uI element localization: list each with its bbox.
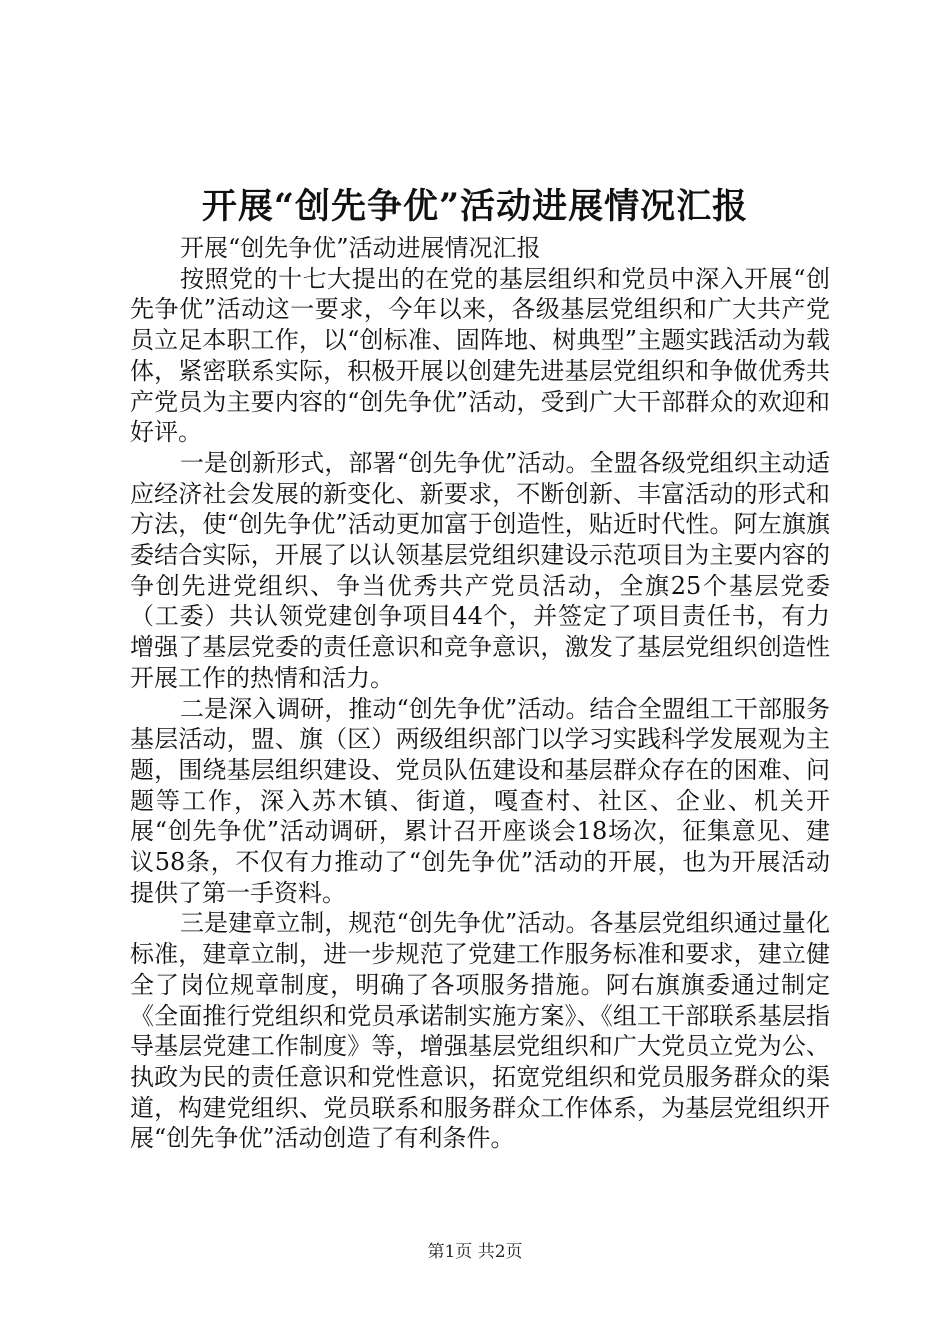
section-one-paragraph: 一是创新形式，部署“创先争优”活动。全盟各级党组织主动适应经济社会发展的新变化、新要求，不断创新、丰富活动的形式和方法，使“创先争优”活动更加富于创造性，贴近时代性。阿左旗旗委结合实际，开展了以认领基层党组织建设示范项目为主要内容的争创先进党组织、争当优秀共产党员活动，全旗25个基层党委（工委）共认领党建创争项目44个，并签定了项目责任书，有力增强了基层党委的责任意识和竞争意识，激发了基层党组织创造性开展工作的热情和活力。: [130, 448, 830, 692]
section-three-paragraph: 三是建章立制，规范“创先争优”活动。各基层党组织通过量化标准，建章立制，进一步规范了党建工作服务标准和要求，建立健全了岗位规章制度，明确了各项服务措施。阿右旗旗委通过制定《全面推行党组织和党员承诺制实施方案》、《组工干部联系基层指导基层党建工作制度》等，增强基层党组织和广大党员立党为公、执政为民的责任意识和党性意识，拓宽党组织和党员服务群众的渠道，构建党组织、党员联系和服务群众工作体系，为基层党组织开展“创先争优”活动创造了有利条件。: [130, 909, 830, 1153]
body-subtitle-paragraph: 开展“创先争优”活动进展情况汇报: [180, 234, 541, 262]
document-body: [130, 233, 830, 1154]
intro-paragraph: 按照党的十七大提出的在党的基层组织和党员中深入开展“创先争优”活动这一要求，今年以来，各级基层党组织和广大共产党员立足本职工作，以“创标准、固阵地、树典型”主题实践活动为载体，紧密联系实际，积极开展以创建先进基层党组织和争做优秀共产党员为主要内容的“创先争优”活动，受到广大干部群众的欢迎和好评。: [130, 264, 830, 447]
section-two-paragraph: 二是深入调研，推动“创先争优”活动。结合全盟组工干部服务基层活动，盟、旗（区）两级组织部门以学习实践科学发展观为主题，围绕基层组织建设、党员队伍建设和基层群众存在的困难、问题等工作，深入苏木镇、街道，嘎查村、社区、企业、机关开展“创先争优”活动调研，累计召开座谈会18场次，征集意见、建议58条，不仅有力推动了“创先争优”活动的开展，也为开展活动提供了第一手资料。: [130, 694, 830, 907]
document-title: 开展“创先争优”活动进展情况汇报: [201, 186, 749, 227]
page-number-footer: 第1页 共2页: [427, 1242, 523, 1262]
